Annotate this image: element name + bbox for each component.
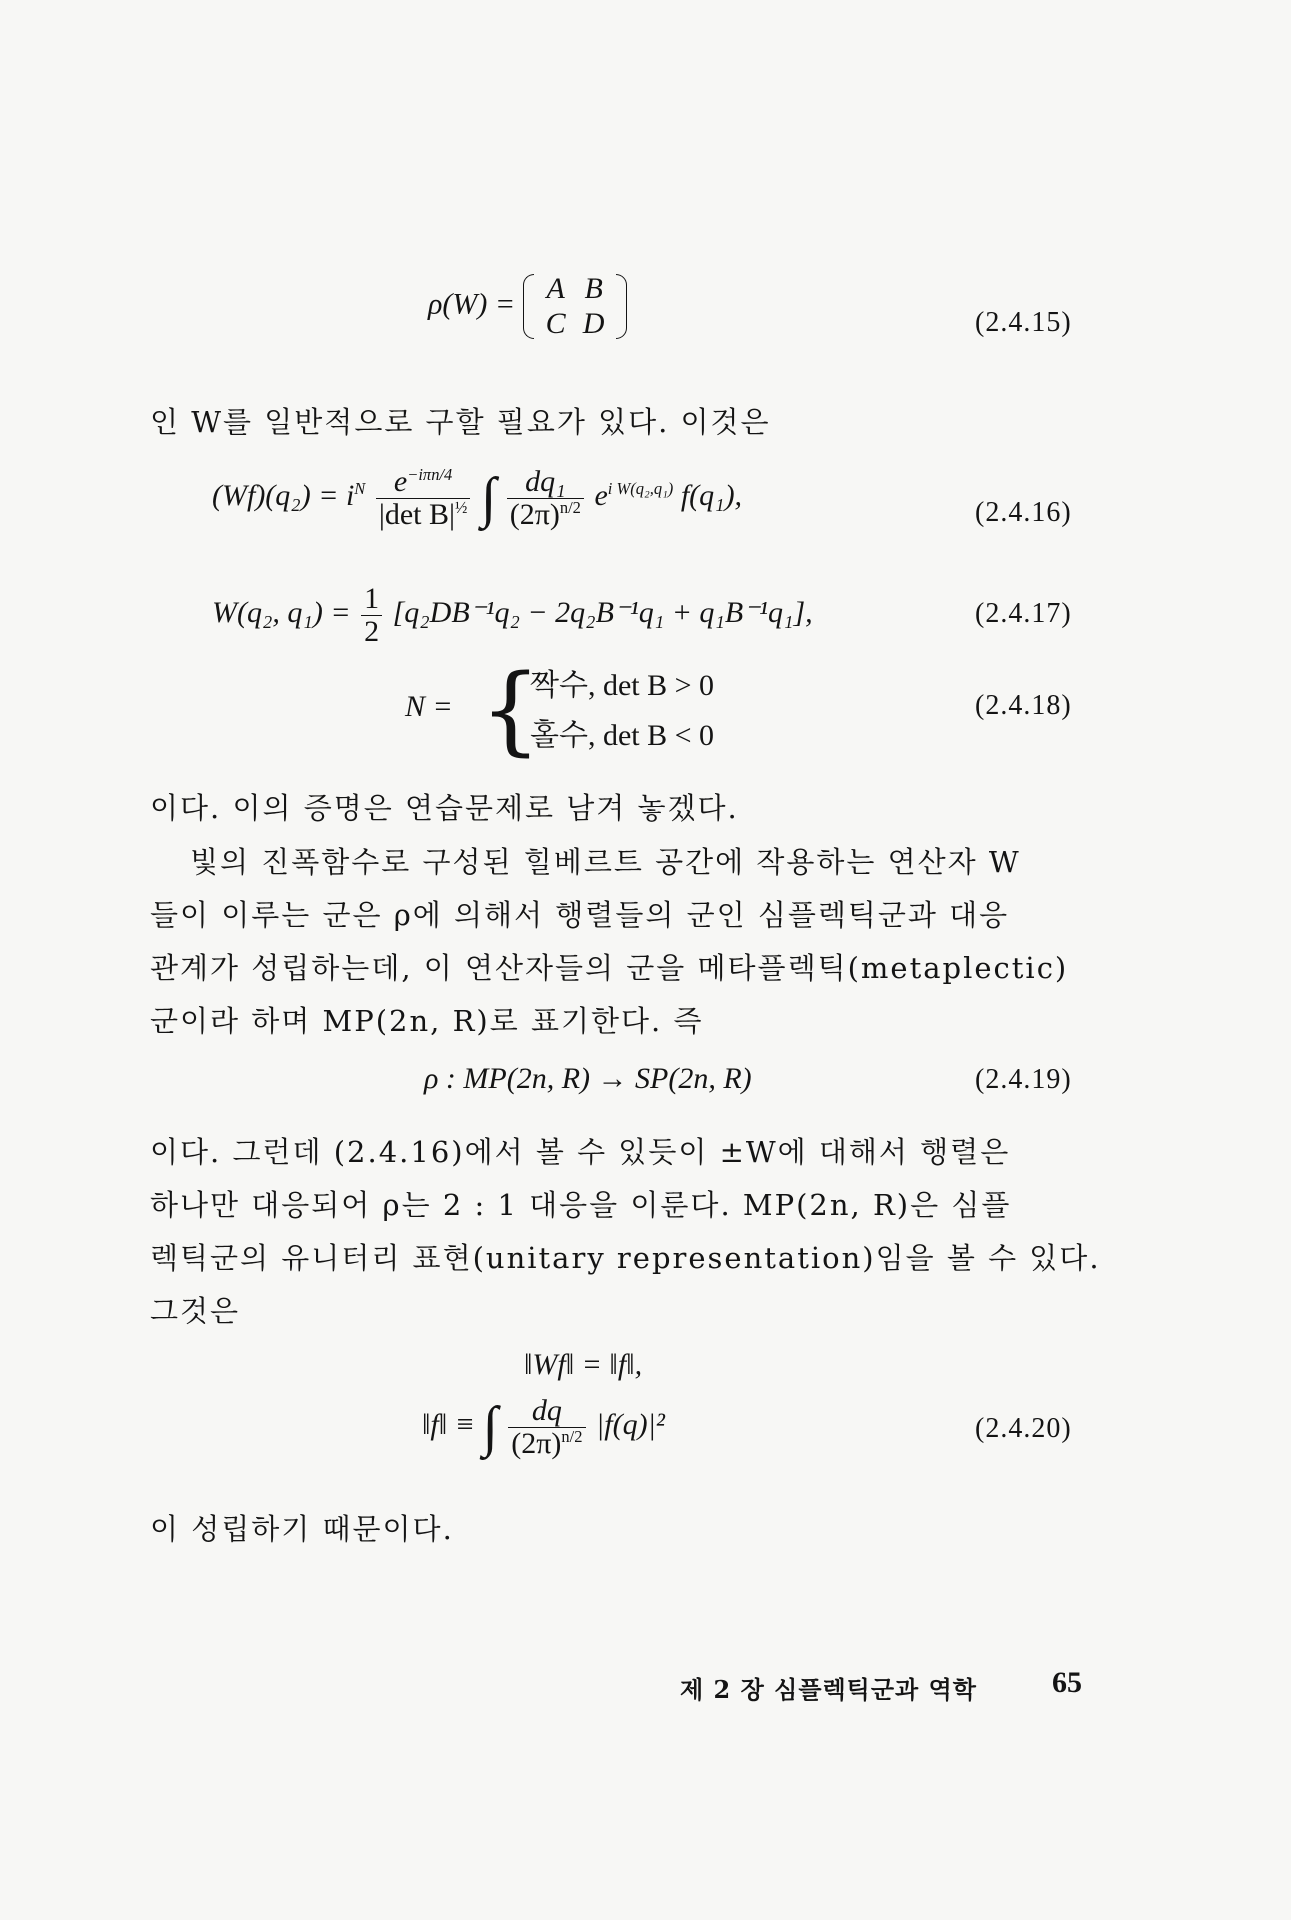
matrix-cell: B [584,272,603,305]
matrix-abcd [523,272,627,341]
eq-2-4-18-lhs: N = [405,690,453,723]
equation-number: (2.4.19) [975,1064,1072,1095]
paragraph: 이 성립하기 때문이다. [150,1512,454,1546]
eq-superscript: n/2 [559,497,581,517]
fraction-denominator: 2 [364,614,380,648]
matrix-cell: A [546,272,565,305]
eq-2-4-16-lhs: (Wf)(q₂) = i [212,478,355,512]
integral-sign: ∫ [480,467,497,529]
page-number: 65 [1052,1666,1082,1699]
eq-2-4-20-tail: |f(q)|² [596,1407,665,1441]
eq-2-4-17-body: [q₂DB⁻¹q₂ − 2q₂B⁻¹q₁ + q₁B⁻¹q₁], [392,595,813,629]
fraction-numerator: dq₁ [507,466,584,499]
fraction [361,583,382,647]
paragraph-line: 그것은 [150,1294,241,1328]
eq-2-4-18-case-1: 짝수, det B > 0 [530,669,715,702]
equation-2-4-15 [428,272,627,341]
eq-2-4-17-lhs: W(q₂, q₁) = [212,595,351,629]
eq-superscript: i W(q₂,q₁) [607,478,674,498]
fraction-denominator: |det B| [378,497,455,531]
paragraph-line: 군이라 하며 MP(2n, R)로 표기한다. 즉 [150,1004,704,1038]
eq-2-4-20-lhs: ‖f‖ ≡ [422,1407,475,1441]
eq-superscript: ½ [454,497,468,517]
equation-2-4-19: ρ : MP(2n, R) → SP(2n, R) [424,1062,752,1095]
fraction [508,1395,585,1459]
eq-2-4-18-case-2: 홀수, det B < 0 [530,719,715,752]
paragraph-line: 렉틱군의 유니터리 표현(unitary representation)임을 볼 수 있다. [150,1241,1101,1275]
paragraph-line: 이다. 그런데 (2.4.16)에서 볼 수 있듯이 ±W에 대해서 행렬은 [150,1135,1011,1169]
equation-number: (2.4.17) [975,598,1072,629]
eq-superscript: N [354,478,366,498]
integral-sign: ∫ [482,1396,498,1458]
equation-2-4-17 [212,583,813,647]
running-head: 제 2 장 심플렉틱군과 역학 [680,1675,977,1704]
paragraph-line: 빛의 진폭함수로 구성된 힐베르트 공간에 작용하는 연산자 W [190,845,1021,879]
paragraph: 인 W를 일반적으로 구할 필요가 있다. 이것은 [150,405,771,439]
eq-superscript: n/2 [561,1426,583,1446]
fraction [376,466,471,530]
equation-number: (2.4.20) [975,1413,1072,1444]
left-brace: { [480,654,542,766]
paragraph-line: 하나만 대응되어 ρ는 2 : 1 대응을 이룬다. MP(2n, R)은 심플 [150,1188,1012,1222]
eq-superscript: −iπn/4 [407,465,453,484]
paragraph: 이다. 이의 증명은 연습문제로 남겨 놓겠다. [150,791,739,825]
equation-number: (2.4.18) [975,690,1072,721]
equation-number: (2.4.15) [975,307,1072,338]
equation-number: (2.4.16) [975,497,1072,528]
exponential: e [594,478,608,512]
fraction-numerator: e [393,465,408,498]
equation-2-4-20 [422,1395,665,1459]
paragraph-line: 관계가 성립하는데, 이 연산자들의 군을 메타플렉틱(metaplectic) [150,951,1069,985]
paragraph-line: 들이 이루는 군은 ρ에 의해서 행렬들의 군인 심플렉틱군과 대응 [150,898,1010,932]
equation-2-4-16 [212,466,742,530]
fraction-numerator: dq [508,1395,585,1428]
fraction-denominator: (2π) [511,1426,562,1460]
fraction [507,466,584,530]
eq-rhs-tail: f(q₁), [680,478,743,512]
equation-2-4-20-line-1: ‖Wf‖ = ‖f‖, [524,1348,643,1381]
matrix-cell: C [545,306,566,340]
matrix-cell: D [582,306,605,340]
fraction-numerator: 1 [361,583,382,616]
eq-2-4-15-lhs: ρ(W) = [428,287,516,321]
fraction-denominator: (2π) [509,497,560,531]
